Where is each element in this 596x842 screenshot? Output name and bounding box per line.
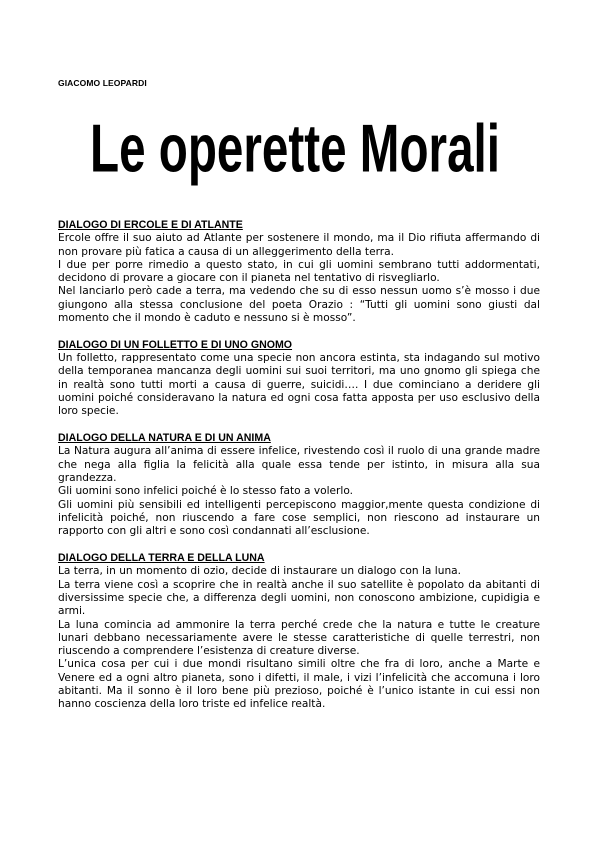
paragraph: Un folletto, rappresentato come una specie non ancora estinta, sta indagando sul motivo della temporanea mancanza degli uomini sui suoi territori, ma uno gnomo gli spiega che in realtà sono tutti morti a causa di guerre, suicidi…. I due cominciano a deridere gli uomini poiché consideravano la natura ed ogni cosa fatta apposta per uso esclusivo della loro specie.: [58, 352, 540, 418]
document-body: [58, 219, 540, 725]
paragraph: La Natura augura all’anima di essere infelice, rivestendo così il ruolo di una grande madre che nega alla figlia la felicità alla quale essa tende per istinto, in misura alla sua grandezza.: [58, 445, 540, 485]
paragraph: La luna comincia ad ammonire la terra perché crede che la natura e tutte le creature lunari debbano necessariamente avere le stesse caratteristiche di quelle terrestri, non riuscendo a comprendere l’esistenza di creature diverse.: [58, 618, 540, 658]
section-natura-anima: [58, 432, 540, 538]
section-folletto-gnomo: [58, 339, 540, 419]
paragraph: L’unica cosa per cui i due mondi risultano simili oltre che fra di loro, anche a Marte e Venere ed a ogni altro pianeta, sono i difetti, il male, i vizi l’infelicità che accomuna i loro abitanti. Ma il sonno è il loro bene più prezioso, poiché è l’unico istante in cui essi non hanno coscienza della loro triste ed infelice realtà.: [58, 658, 540, 711]
author-name: GIACOMO LEOPARDI: [58, 78, 147, 88]
paragraph: Gli uomini sono infelici poiché è lo stesso fato a volerlo.: [58, 485, 354, 498]
paragraph: Ercole offre il suo aiuto ad Atlante per sostenere il mondo, ma il Dio rifiuta affermando di non provare più fatica a causa di un alleggerimento della terra.: [58, 232, 540, 258]
title-wordart: [80, 92, 510, 192]
paragraph: Gli uomini più sensibili ed intelligenti percepiscono maggior,mente questa condizione di infelicità poiché, non riuscendo a fare cose semplici, non riescono ad instaurare un rapporto con gli altri e sono così condannati all’esclusione.: [58, 498, 540, 538]
section-ercole-atlante: [58, 219, 540, 325]
paragraph: Nel lanciarlo però cade a terra, ma vedendo che su di esso nessun uomo s’è mosso i due giungono alla stessa conclusione del poeta Orazio : “Tutti gli uomini sono giusti dal momento che il mondo è caduto e nessuno si è mosso”.: [58, 285, 540, 325]
section-heading: DIALOGO DELLA TERRA E DELLA LUNA: [58, 552, 265, 565]
paragraph: La terra viene così a scoprire che in realtà anche il suo satellite è popolato da abitanti di diversissime specie che, a differenza degli uomini, non conoscono ambizione, cupidigia e armi.: [58, 578, 540, 618]
paragraph: I due per porre rimedio a questo stato, in cui gli uomini sembrano tutti addormentati, decidono di provare a giocare con il pianeta nel tentativo di risvegliarlo.: [58, 258, 540, 285]
section-heading: DIALOGO DI ERCOLE E DI ATLANTE: [58, 219, 243, 231]
section-terra-luna: [58, 552, 540, 712]
page-title: Le operette Morali: [89, 110, 500, 186]
paragraph: La terra, in un momento di ozio, decide di instaurare un dialogo con la luna.: [58, 565, 462, 578]
section-heading: DIALOGO DELLA NATURA E DI UN ANIMA: [58, 432, 271, 445]
section-heading: DIALOGO DI UN FOLLETTO E DI UNO GNOMO: [58, 338, 293, 351]
